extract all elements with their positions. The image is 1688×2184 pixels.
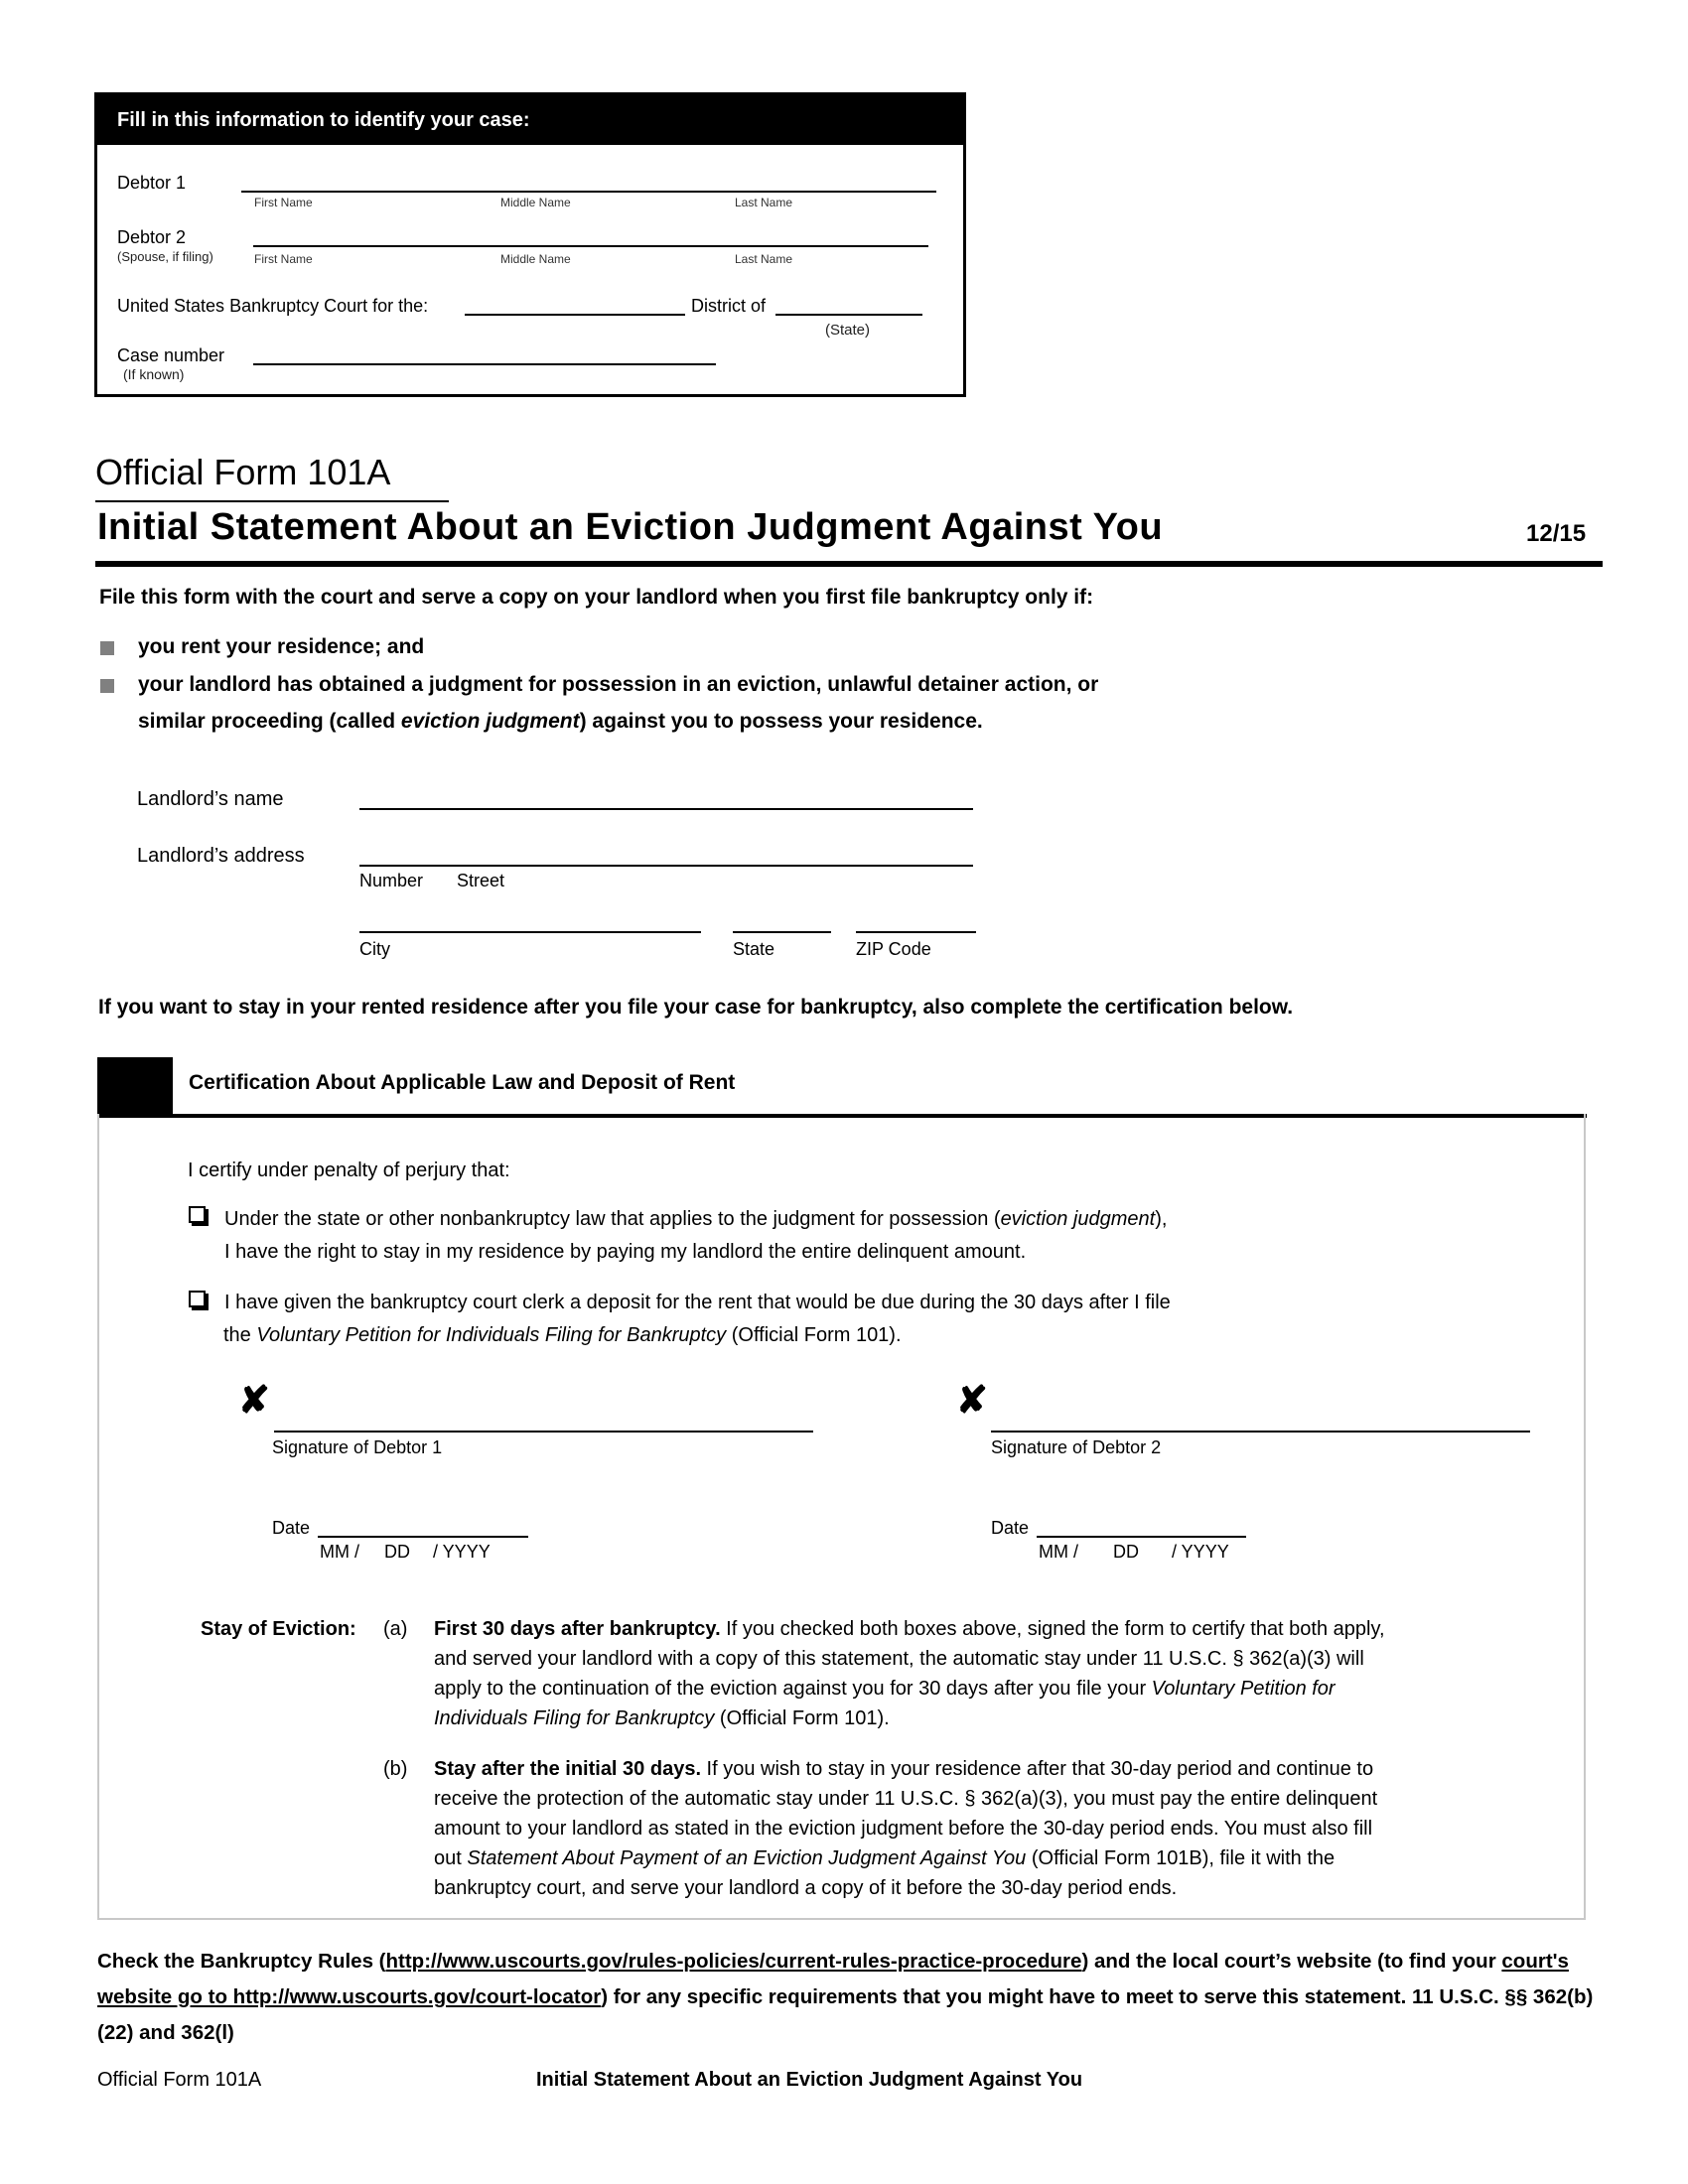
stay-note: If you want to stay in your rented residence after you file your case for bankruptcy, also complete the certification below. [98,996,1294,1019]
signature-debtor1-field[interactable] [274,1431,813,1433]
landlord-name-field[interactable] [359,808,973,810]
stay-a-line3-pre: apply to the continuation of the eviction against you for 30 days after you file your [434,1678,1152,1700]
street-caption: Street [457,871,505,890]
stay-a-paragraph [434,1614,1566,1733]
date-debtor2-label: Date [991,1518,1030,1538]
intro-bullet-2-post: ) against you to possess your residence. [579,710,983,733]
court-label: United States Bankruptcy Court for the: [117,296,429,316]
signature-debtor2-caption: Signature of Debtor 2 [991,1437,1162,1457]
cert-item2-em: Voluntary Petition for Individuals Filing for Bankruptcy [256,1324,727,1346]
bullet-square-icon [100,641,114,655]
stay-a-line4-post: (Official Form 101). [714,1707,890,1729]
stay-b-line1-text: If you wish to stay in your residence after that 30-day period and continue to [701,1758,1374,1780]
stay-b-line4 [434,1843,1566,1873]
footer-form-title: Initial Statement About an Eviction Judgment Against You [536,2069,1083,2091]
stay-a-line1-text: If you checked both boxes above, signed the form to certify that both apply, [720,1618,1385,1640]
state-caption-landlord: State [733,939,775,959]
form-title: Initial Statement About an Eviction Judgment Against You [97,506,1164,548]
certification-intro: I certify under penalty of perjury that: [188,1160,510,1181]
signature-x-icon: ✘ [956,1380,988,1422]
intro-bullet-1: you rent your residence; and [138,635,425,658]
stay-a-bold: First 30 days after bankruptcy. [434,1618,721,1640]
intro-lead: File this form with the court and serve a copy on your landlord when you first file bankruptcy only if: [99,586,1094,609]
date-mm-caption: MM / [320,1542,359,1562]
footer-note-pre: Check the Bankruptcy Rules ( [97,1950,386,1973]
debtor2-middle-name-caption: Middle Name [500,252,571,266]
stay-b-line1 [434,1754,1566,1784]
debtor2-label: Debtor 2 [117,227,187,247]
footer-form-id: Official Form 101A [97,2069,262,2091]
debtor2-name-field[interactable] [253,245,928,247]
landlord-city-field[interactable] [359,931,701,933]
stay-b-bold: Stay after the initial 30 days. [434,1758,701,1780]
signature-debtor2-field[interactable] [991,1431,1530,1433]
intro-bullet-2-pre: similar proceeding (called [138,710,401,733]
date-yyyy-caption: / YYYY [433,1542,491,1562]
checkbox-right-to-stay[interactable] [189,1206,206,1223]
landlord-address-label: Landlord’s address [137,845,305,867]
title-rule [95,561,1603,567]
certification-header-block [97,1057,173,1117]
court-locator-link[interactable]: court's website go to http://www.uscourts.gov/court-locator [97,1950,1569,2008]
date-debtor1-field[interactable] [318,1536,528,1538]
stay-a-line4-em: Individuals Filing for Bankruptcy [434,1707,715,1729]
bullet-square-icon [100,679,114,693]
cert-item2-line2 [223,1324,902,1347]
stay-of-eviction-label: Stay of Eviction: [201,1618,356,1640]
city-caption: City [359,939,390,959]
district-label: District of [691,296,767,316]
cert-item1-line1 [224,1208,1167,1231]
debtor1-label: Debtor 1 [117,173,187,193]
cert-item1-post: ), [1155,1208,1168,1230]
stay-a-line3-em: Voluntary Petition for [1151,1678,1336,1700]
landlord-street-field[interactable] [359,865,973,867]
stay-a-line4 [434,1704,1566,1733]
stay-b-line4-pre: out [434,1847,468,1869]
case-number-field[interactable] [253,363,716,365]
case-number-label: Case number [117,345,225,365]
landlord-name-label: Landlord’s name [137,788,284,810]
stay-b-line3: amount to your landlord as stated in the eviction judgment before the 30-day period ends. You must also fill [434,1818,1373,1840]
stay-b-line4-post: (Official Form 101B), file it with the [1026,1847,1336,1869]
landlord-state-field[interactable] [733,931,831,933]
stay-b-line5: bankruptcy court, and serve your landlord a copy of it before the 30-day period ends. [434,1877,1178,1899]
signature-x-icon: ✘ [238,1380,270,1422]
debtor1-middle-name-caption: Middle Name [500,196,571,209]
case-info-header: Fill in this information to identify your case: [97,95,963,145]
stay-a-line1 [434,1614,1566,1644]
certification-title: Certification About Applicable Law and Deposit of Rent [189,1071,736,1094]
district-field[interactable] [775,314,922,316]
footer-note-mid2: ) for any specific requirements that you might have to meet to serve this statement. 11 U.S.C. §§ 362(b)(22) and 362(l) [97,1985,1594,2044]
cert-item2-pre: the [223,1324,257,1346]
footer-note [97,1944,1607,2051]
cert-item1-line2: I have the right to stay in my residence by paying my landlord the entire delinquent amount. [224,1241,1027,1263]
stay-b-paragraph [434,1754,1566,1903]
footer-note-mid1: ) and the local court’s website (to find your [1081,1950,1502,1973]
date-debtor2-field[interactable] [1037,1536,1246,1538]
form-id: Official Form 101A [95,452,391,492]
stay-a-marker: (a) [383,1618,408,1640]
debtor2-last-name-caption: Last Name [735,252,793,266]
signature-debtor1-caption: Signature of Debtor 1 [272,1437,443,1457]
debtor1-first-name-caption: First Name [254,196,313,209]
date-dd-caption: DD [1113,1542,1139,1562]
stay-b-marker: (b) [383,1758,408,1780]
form-version-date: 12/15 [1526,520,1587,547]
stay-a-line3 [434,1674,1566,1704]
intro-bullet-2-em: eviction judgment [400,710,580,733]
date-dd-caption: DD [384,1542,410,1562]
date-yyyy-caption: / YYYY [1172,1542,1229,1562]
date-mm-caption: MM / [1039,1542,1078,1562]
intro-bullet-2-line1: your landlord has obtained a judgment for possession in an eviction, unlawful detainer action, or [138,673,1099,696]
cert-item1-pre: Under the state or other nonbankruptcy law that applies to the judgment for possession ( [224,1208,1001,1230]
checkbox-deposit-given[interactable] [189,1291,206,1307]
stay-a-line2: and served your landlord with a copy of this statement, the automatic stay under 11 U.S.C. § 362(a)(3) will [434,1648,1364,1670]
bankruptcy-rules-link[interactable]: http://www.uscourts.gov/rules-policies/current-rules-practice-procedure [385,1950,1082,1973]
intro-bullet-2-line2 [138,710,983,734]
debtor1-last-name-caption: Last Name [735,196,793,209]
stay-b-line2: receive the protection of the automatic stay under 11 U.S.C. § 362(a)(3), you must pay the entire delinquent [434,1788,1378,1810]
case-info-box [94,92,966,397]
state-caption: (State) [825,322,871,339]
landlord-zip-field[interactable] [856,931,976,933]
cert-item2-post: (Official Form 101). [726,1324,902,1346]
debtor1-name-field[interactable] [241,191,936,193]
date-debtor1-label: Date [272,1518,311,1538]
cert-item1-em: eviction judgment [1000,1208,1156,1230]
zip-caption: ZIP Code [856,939,931,959]
case-number-sub-label: (If known) [123,366,185,382]
certification-header [97,1057,1587,1117]
number-caption: Number [359,871,424,890]
stay-b-line4-em: Statement About Payment of an Eviction Judgment Against You [467,1847,1027,1869]
cert-item2-line1: I have given the bankruptcy court clerk a deposit for the rent that would be due during the 30 days after I file [224,1292,1171,1313]
debtor2-sub-label: (Spouse, if filing) [117,249,213,264]
court-field[interactable] [465,314,685,316]
form-id-underline [95,500,449,502]
debtor2-first-name-caption: First Name [254,252,313,266]
